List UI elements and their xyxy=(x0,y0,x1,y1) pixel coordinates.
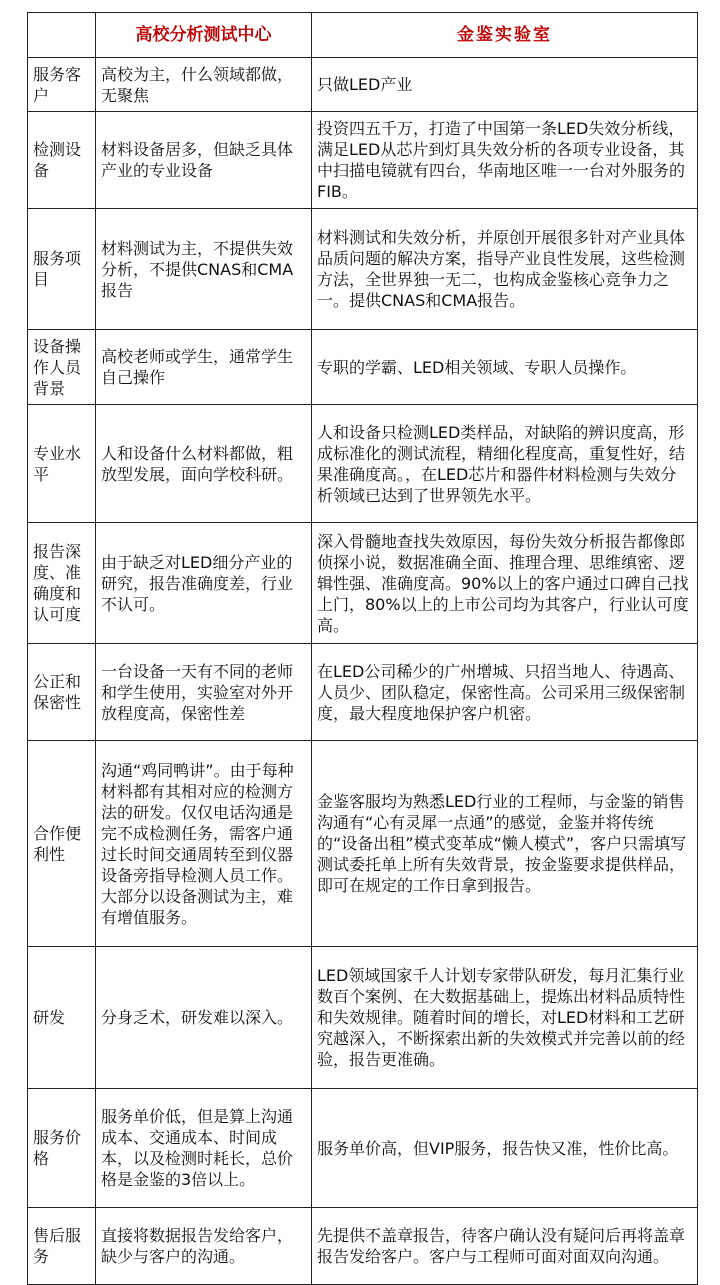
table-row xyxy=(28,523,698,644)
university-cell: 材料设备居多，但缺乏具体产业的专业设备 xyxy=(96,112,312,209)
university-cell: 沟通“鸡同鸭讲”。由于每种材料都有其相对应的检测方法的研发。仅仅电话沟通是完不成检测任务，需客户通过长时间交通周转至到仪器设备旁指导检测人员工作。大部分以设备测试为主，难有增值服务。 xyxy=(96,741,312,947)
row-category: 报告深度、准确度和认可度 xyxy=(28,523,96,644)
header-row xyxy=(28,13,698,58)
jinjian-cell: 专职的学霸、LED相关领域、专职人员操作。 xyxy=(312,330,698,405)
row-category: 合作便利性 xyxy=(28,741,96,947)
table-row xyxy=(28,330,698,405)
row-category: 售后服务 xyxy=(28,1208,96,1285)
university-cell: 材料测试为主，不提供失效分析，不提供CNAS和CMA报告 xyxy=(96,209,312,330)
row-category: 服务客户 xyxy=(28,58,96,112)
row-category: 设备操作人员背景 xyxy=(28,330,96,405)
jinjian-cell: LED领域国家千人计划专家带队研发，每月汇集行业数百个案例、在大数据基础上，提炼出材料品质特性和失效规律。随着时间的增长，对LED材料和工艺研究越深入，不断探索出新的失效模式并完善以前的经验，报告更准确。 xyxy=(312,947,698,1089)
row-category: 研发 xyxy=(28,947,96,1089)
university-cell: 由于缺乏对LED细分产业的研究，报告准确度差，行业不认可。 xyxy=(96,523,312,644)
row-category: 服务价格 xyxy=(28,1089,96,1208)
row-category: 检测设备 xyxy=(28,112,96,209)
comparison-table xyxy=(27,12,698,1285)
table-row xyxy=(28,405,698,523)
header-jinjian-lab: 金鉴实验室 xyxy=(312,13,698,58)
table-row xyxy=(28,1089,698,1208)
row-category: 服务项目 xyxy=(28,209,96,330)
university-cell: 一台设备一天有不同的老师和学生使用，实验室对外开放程度高，保密性差 xyxy=(96,644,312,741)
table-row xyxy=(28,644,698,741)
jinjian-cell: 只做LED产业 xyxy=(312,58,698,112)
header-category xyxy=(28,13,96,58)
university-cell: 服务单价低，但是算上沟通成本、交通成本、时间成本，以及检测时耗长，总价格是金鉴的3倍以上。 xyxy=(96,1089,312,1208)
jinjian-cell: 先提供不盖章报告，待客户确认没有疑问后再将盖章报告发给客户。客户与工程师可面对面双向沟通。 xyxy=(312,1208,698,1285)
jinjian-cell: 服务单价高，但VIP服务，报告快又准，性价比高。 xyxy=(312,1089,698,1208)
university-cell: 直接将数据报告发给客户，缺少与客户的沟通。 xyxy=(96,1208,312,1285)
university-cell: 分身乏术，研发难以深入。 xyxy=(96,947,312,1089)
jinjian-cell: 材料测试和失效分析，并原创开展很多针对产业具体品质问题的解决方案，指导产业良性发展，这些检测方法，全世界独一无二，也构成金鉴核心竞争力之一。提供CNAS和CMA报告。 xyxy=(312,209,698,330)
table-row xyxy=(28,209,698,330)
jinjian-cell: 投资四五千万，打造了中国第一条LED失效分析线，满足LED从芯片到灯具失效分析的各项专业设备，其中扫描电镜就有四台，华南地区唯一一台对外服务的FIB。 xyxy=(312,112,698,209)
jinjian-cell: 在LED公司稀少的广州增城、只招当地人、待遇高、人员少、团队稳定，保密性高。公司采用三级保密制度，最大程度地保护客户机密。 xyxy=(312,644,698,741)
header-university-center: 高校分析测试中心 xyxy=(96,13,312,58)
table-row xyxy=(28,112,698,209)
table-row xyxy=(28,741,698,947)
row-category: 专业水平 xyxy=(28,405,96,523)
jinjian-cell: 深入骨髓地查找失效原因，每份失效分析报告都像郎侦探小说，数据准确全面、推理合理、思维缜密、逻辑性强、准确度高。90%以上的客户通过口碑自己找上门，80%以上的上市公司均为其客户，行业认可度高。 xyxy=(312,523,698,644)
university-cell: 高校老师或学生，通常学生自己操作 xyxy=(96,330,312,405)
table-row xyxy=(28,58,698,112)
university-cell: 高校为主，什么领域都做，无聚焦 xyxy=(96,58,312,112)
jinjian-cell: 金鉴客服均为熟悉LED行业的工程师，与金鉴的销售沟通有“心有灵犀一点通”的感觉，金鉴并将传统的“设备出租”模式变革成“懒人模式”，客户只需填写测试委托单上所有失效背景，按金鉴要求提供样品，即可在规定的工作日拿到报告。 xyxy=(312,741,698,947)
row-category: 公正和保密性 xyxy=(28,644,96,741)
table-row xyxy=(28,947,698,1089)
jinjian-cell: 人和设备只检测LED类样品，对缺陷的辨识度高，形成标准化的测试流程，精细化程度高，重复性好，结果准确度高。，在LED芯片和器件材料检测与失效分析领域已达到了世界领先水平。 xyxy=(312,405,698,523)
university-cell: 人和设备什么材料都做，粗放型发展，面向学校科研。 xyxy=(96,405,312,523)
table-row xyxy=(28,1208,698,1285)
